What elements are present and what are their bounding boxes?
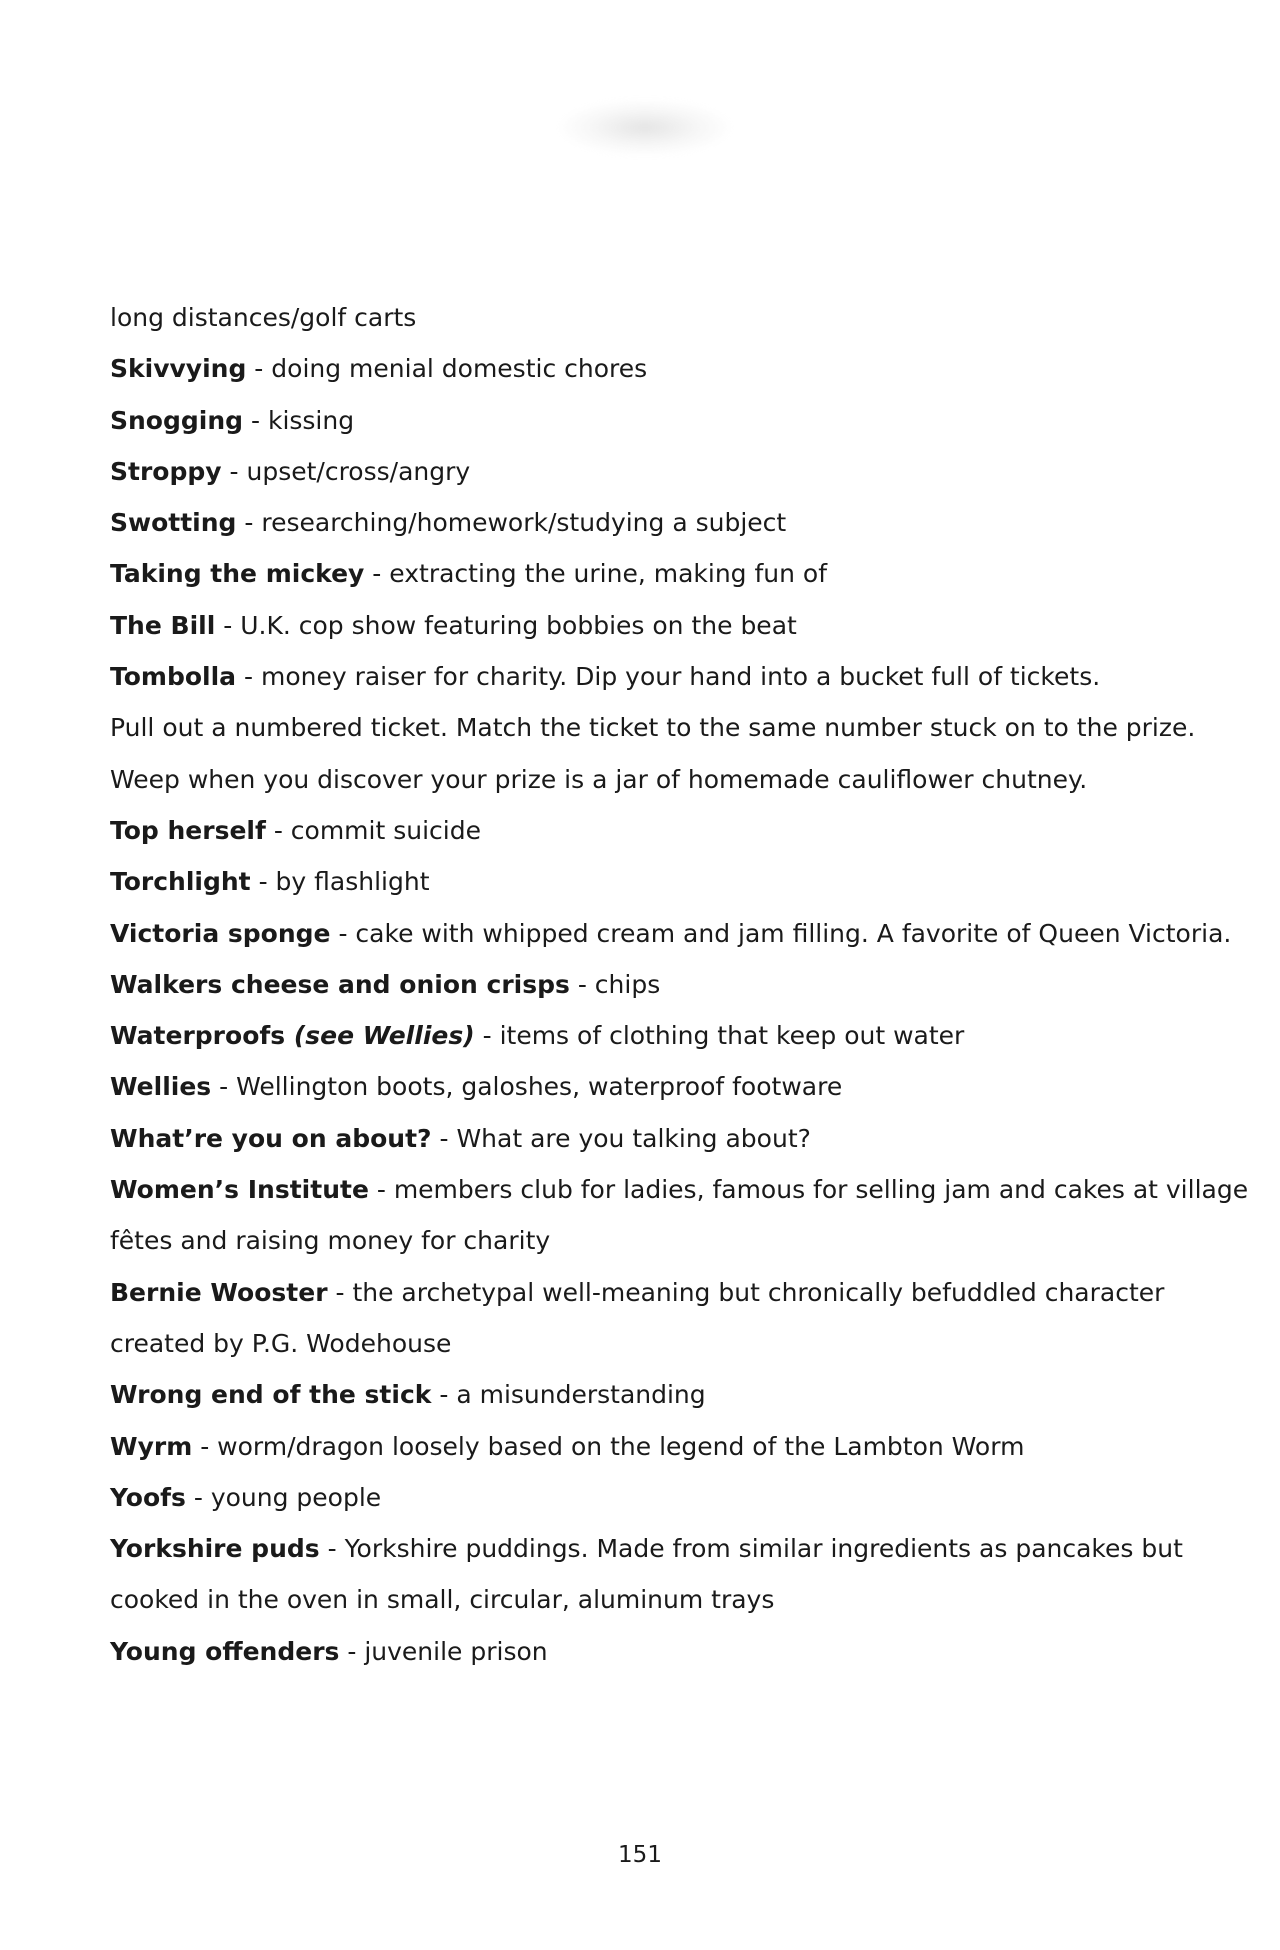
glossary-line [110, 1523, 1190, 1574]
glossary-term: Yoofs [110, 1482, 186, 1512]
glossary-definition: - worm/dragon loosely based on the legend of the Lambton Worm [192, 1431, 1025, 1461]
glossary-line [110, 1215, 1190, 1266]
glossary-line [110, 1421, 1190, 1472]
glossary-line [110, 497, 1190, 548]
glossary-definition: - upset/cross/angry [221, 456, 471, 486]
glossary-definition: - doing menial domestic chores [246, 354, 648, 384]
glossary-line [110, 600, 1190, 651]
glossary-definition: - commit suicide [265, 815, 481, 845]
glossary-definition: - U.K. cop show featuring bobbies on the beat [215, 610, 797, 640]
glossary-line [110, 1574, 1190, 1625]
glossary-term: Snogging [110, 405, 244, 435]
glossary-definition: - Wellington boots, galoshes, waterproof footware [211, 1072, 843, 1102]
glossary-definition: - items of clothing that keep out water [474, 1021, 965, 1051]
glossary-term: Young offenders [110, 1636, 340, 1666]
glossary-term: Stroppy [110, 456, 222, 486]
glossary-line [110, 856, 1190, 907]
glossary-line [110, 805, 1190, 856]
glossary-definition: - cake with whipped cream and jam filling. A favorite of Queen Victoria. [330, 918, 1232, 948]
glossary-definition: - the archetypal well-meaning but chronically befuddled character [327, 1277, 1165, 1307]
glossary-line [110, 1113, 1190, 1164]
glossary-definition: - researching/homework/studying a subject [236, 508, 787, 538]
glossary-line [110, 754, 1190, 805]
glossary-term: Victoria sponge [110, 918, 331, 948]
glossary-line [110, 548, 1190, 599]
glossary-definition: - young people [185, 1482, 382, 1512]
glossary-definition: - What are you talking about? [431, 1123, 811, 1153]
glossary-definition: cooked in the oven in small, circular, aluminum trays [110, 1585, 775, 1615]
glossary-line [110, 292, 1190, 343]
glossary-term: Women’s Institute [110, 1175, 369, 1205]
glossary-definition: long distances/golf carts [110, 303, 417, 332]
glossary-line [110, 908, 1232, 959]
glossary-term: Wellies [110, 1072, 212, 1102]
glossary-term: Swotting [110, 508, 237, 538]
glossary-definition: Pull out a numbered ticket. Match the ticket to the same number stuck on to the prize. [110, 713, 1196, 743]
glossary-definition: - kissing [243, 405, 355, 435]
glossary-line [110, 1061, 1190, 1112]
glossary-list [110, 292, 1249, 1677]
glossary-term: The Bill [110, 610, 216, 640]
glossary-term: Bernie Wooster [110, 1277, 328, 1307]
glossary-term: Wyrm [110, 1431, 193, 1461]
glossary-line [110, 959, 1190, 1010]
glossary-line [110, 1369, 1190, 1420]
glossary-definition: - money raiser for charity. Dip your hand into a bucket full of tickets. [236, 662, 1101, 692]
glossary-term: Torchlight [110, 867, 251, 897]
glossary-term: Yorkshire puds [110, 1534, 320, 1564]
page-smudge [560, 100, 730, 155]
glossary-definition: - extracting the urine, making fun of [364, 559, 828, 589]
glossary-line [110, 651, 1190, 702]
glossary-term: What’re you on about? [110, 1123, 432, 1153]
glossary-term-note: (see Wellies) [293, 1021, 475, 1051]
glossary-definition: Weep when you discover your prize is a jar of homemade cauliflower chutney. [110, 764, 1088, 794]
glossary-definition: - members club for ladies, famous for selling jam and cakes at village [368, 1175, 1249, 1205]
glossary-line [110, 395, 1190, 446]
glossary-definition: - chips [569, 969, 661, 999]
glossary-definition: - by flashlight [250, 867, 430, 897]
glossary-term: Walkers cheese and onion crisps [110, 969, 570, 999]
glossary-term: Tombolla [110, 662, 237, 692]
glossary-line [110, 446, 1190, 497]
glossary-line [110, 1010, 1190, 1061]
glossary-term: Wrong end of the stick [110, 1380, 432, 1410]
glossary-term: Taking the mickey [110, 559, 365, 589]
glossary-line [110, 1472, 1190, 1523]
glossary-line [110, 1164, 1249, 1215]
glossary-term: Waterproofs [110, 1021, 294, 1051]
glossary-definition: - a misunderstanding [431, 1380, 706, 1410]
page-number: 151 [618, 1842, 662, 1868]
glossary-definition: - juvenile prison [339, 1636, 548, 1666]
glossary-definition: created by P.G. Wodehouse [110, 1328, 452, 1358]
glossary-term: Skivvying [110, 354, 247, 384]
glossary-term: Top herself [110, 815, 266, 845]
glossary-definition: - Yorkshire puddings. Made from similar ingredients as pancakes but [319, 1534, 1183, 1564]
glossary-line [110, 1267, 1190, 1318]
glossary-line [110, 702, 1196, 753]
glossary-definition: fêtes and raising money for charity [110, 1226, 551, 1256]
glossary-line [110, 343, 1190, 394]
glossary-line [110, 1626, 1190, 1677]
glossary-line [110, 1318, 1190, 1369]
